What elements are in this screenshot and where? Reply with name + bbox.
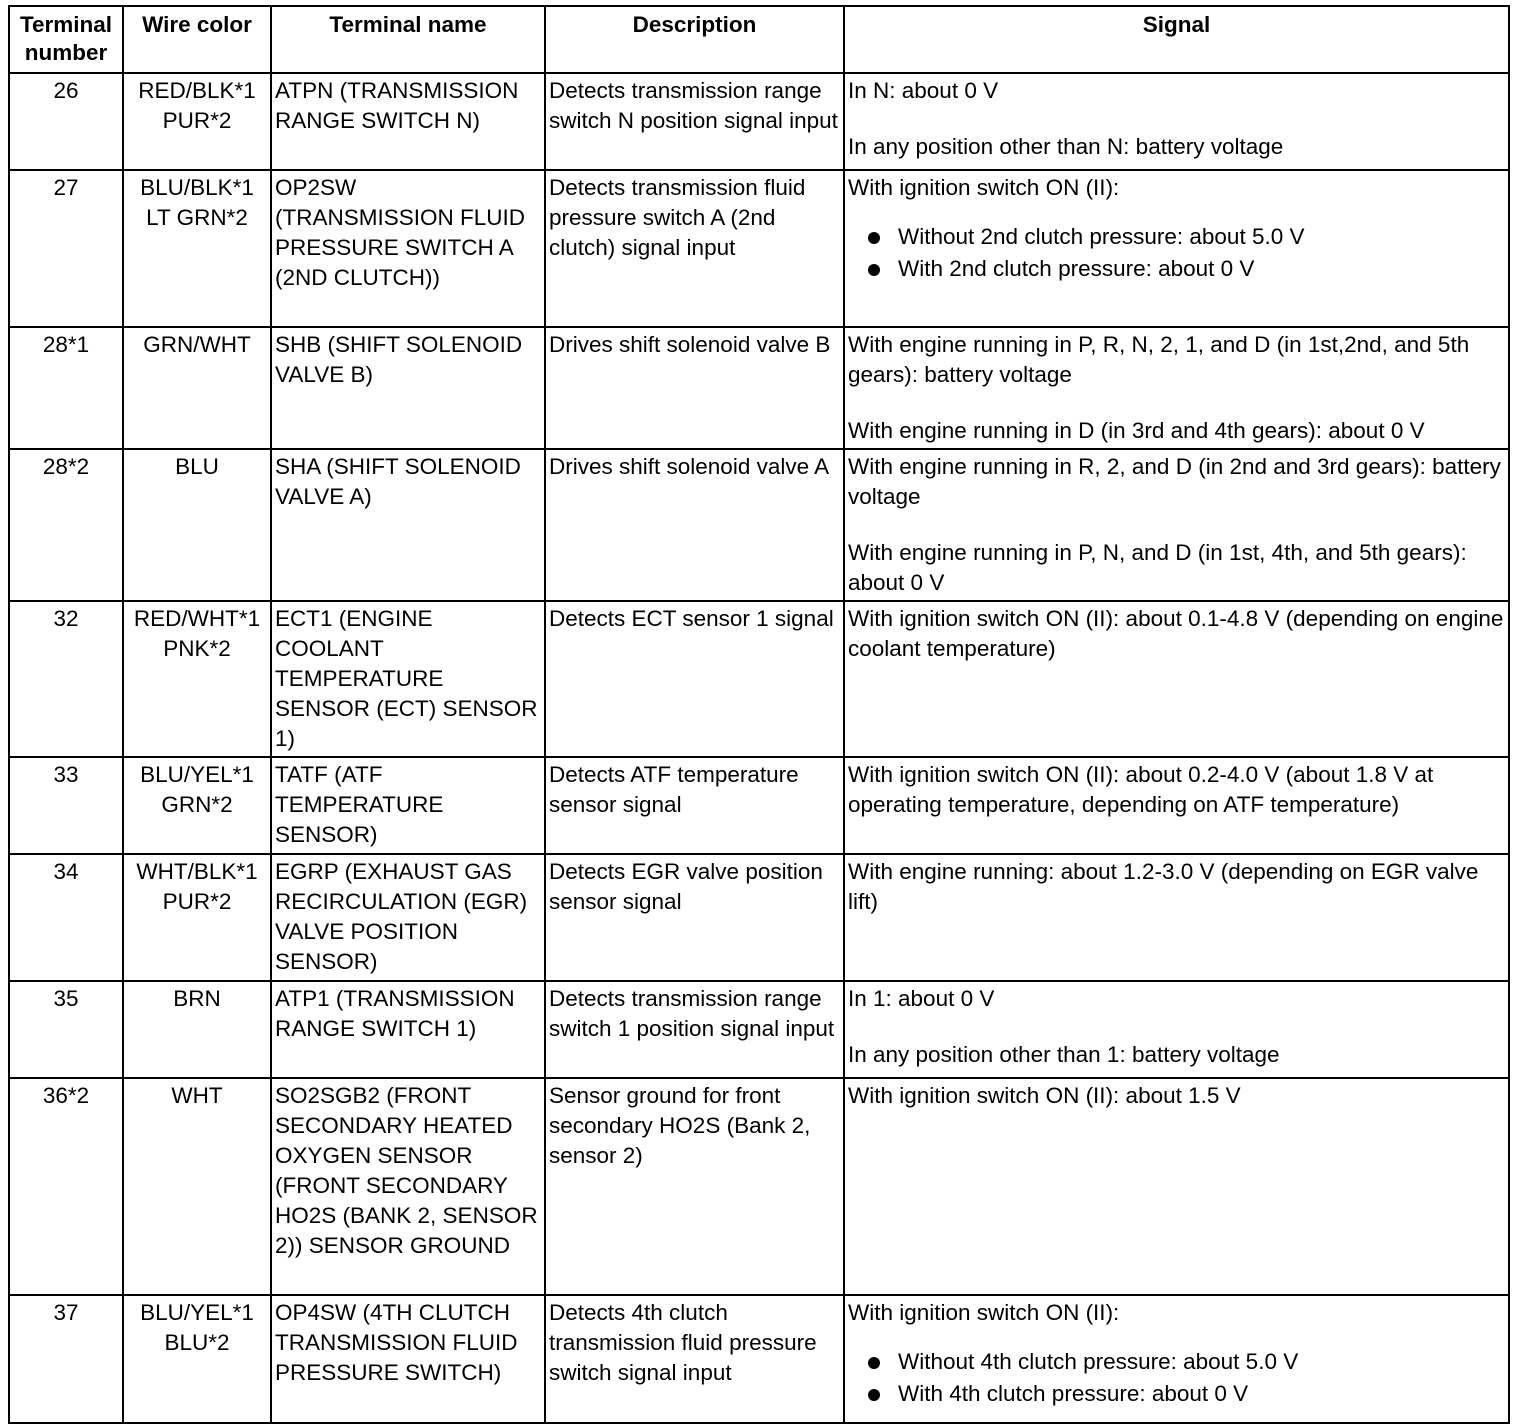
terminal-table (8, 5, 1510, 1424)
wire-color: BLU (123, 449, 271, 601)
list-item: Without 2nd clutch pressure: about 5.0 V (848, 221, 1505, 253)
terminal-name: EGRP (EXHAUST GAS RECIRCULATION (EGR) VALVE POSITION SENSOR) (271, 854, 545, 981)
description: Drives shift solenoid valve A (545, 449, 844, 601)
terminal-name: ATP1 (TRANSMISSION RANGE SWITCH 1) (271, 981, 545, 1078)
signal: With engine running in P, R, N, 2, 1, and D (in 1st,2nd, and 5th gears): battery voltage With engine running in D (in 3rd and 4th gears): about 0 V (844, 327, 1509, 449)
description: Detects ATF temperature sensor signal (545, 757, 844, 854)
signal: With ignition switch ON (II): Without 4th clutch pressure: about 5.0 V With 4th clutch pressure: about 0 V (844, 1295, 1509, 1423)
wire-color: GRN/WHT (123, 327, 271, 449)
table-row (9, 854, 1509, 981)
table-row (9, 981, 1509, 1078)
table-row (9, 601, 1509, 757)
signal: With ignition switch ON (II): Without 2nd clutch pressure: about 5.0 V With 2nd clutch pressure: about 0 V (844, 170, 1509, 327)
wire-color: BRN (123, 981, 271, 1078)
wire-color: RED/BLK*1 PUR*2 (123, 73, 271, 170)
terminal-name: SHB (SHIFT SOLENOID VALVE B) (271, 327, 545, 449)
signal: With ignition switch ON (II): about 1.5 V (844, 1078, 1509, 1295)
description: Sensor ground for front secondary HO2S (Bank 2, sensor 2) (545, 1078, 844, 1295)
wire-color: BLU/BLK*1 LT GRN*2 (123, 170, 271, 327)
wire-color: WHT/BLK*1 PUR*2 (123, 854, 271, 981)
description: Drives shift solenoid valve B (545, 327, 844, 449)
header-row (9, 6, 1509, 73)
wire-color: BLU/YEL*1 BLU*2 (123, 1295, 271, 1423)
signal: With ignition switch ON (II): about 0.2-4.0 V (about 1.8 V at operating temperature, depending on ATF temperature) (844, 757, 1509, 854)
list-item: With 4th clutch pressure: about 0 V (848, 1378, 1505, 1410)
terminal-number: 33 (9, 757, 123, 854)
terminal-number: 34 (9, 854, 123, 981)
terminal-number: 28*2 (9, 449, 123, 601)
terminal-number: 28*1 (9, 327, 123, 449)
terminal-number: 36*2 (9, 1078, 123, 1295)
terminal-name: ECT1 (ENGINE COOLANT TEMPERATURE SENSOR (ECT) SENSOR 1) (271, 601, 545, 757)
description: Detects transmission range switch 1 position signal input (545, 981, 844, 1078)
table-row (9, 449, 1509, 601)
terminal-name: OP4SW (4TH CLUTCH TRANSMISSION FLUID PRESSURE SWITCH) (271, 1295, 545, 1423)
table-row (9, 757, 1509, 854)
signal-bullet-list (848, 1346, 1505, 1410)
terminal-number: 27 (9, 170, 123, 327)
bullet-icon (868, 232, 880, 244)
signal: With engine running in R, 2, and D (in 2nd and 3rd gears): battery voltage With engine running in P, N, and D (in 1st, 4th, and 5th gears): about 0 V (844, 449, 1509, 601)
description: Detects transmission fluid pressure switch A (2nd clutch) signal input (545, 170, 844, 327)
description: Detects ECT sensor 1 signal (545, 601, 844, 757)
table-row (9, 327, 1509, 449)
table-row (9, 1295, 1509, 1423)
terminal-number: 32 (9, 601, 123, 757)
header-terminal-name: Terminal name (271, 6, 545, 73)
bullet-icon (868, 1389, 880, 1401)
terminal-number: 35 (9, 981, 123, 1078)
table-row (9, 73, 1509, 170)
header-wire-color: Wire color (123, 6, 271, 73)
wire-color: BLU/YEL*1 GRN*2 (123, 757, 271, 854)
signal: With ignition switch ON (II): about 0.1-4.8 V (depending on engine coolant temperature) (844, 601, 1509, 757)
description: Detects transmission range switch N position signal input (545, 73, 844, 170)
terminal-number: 26 (9, 73, 123, 170)
signal: With engine running: about 1.2-3.0 V (depending on EGR valve lift) (844, 854, 1509, 981)
list-item: Without 4th clutch pressure: about 5.0 V (848, 1346, 1505, 1378)
terminal-number: 37 (9, 1295, 123, 1423)
signal: In N: about 0 V In any position other than N: battery voltage (844, 73, 1509, 170)
bullet-icon (868, 264, 880, 276)
wire-color: WHT (123, 1078, 271, 1295)
list-item: With 2nd clutch pressure: about 0 V (848, 253, 1505, 285)
description: Detects 4th clutch transmission fluid pressure switch signal input (545, 1295, 844, 1423)
table-row (9, 1078, 1509, 1295)
terminal-name: TATF (ATF TEMPERATURE SENSOR) (271, 757, 545, 854)
table-row (9, 170, 1509, 327)
wire-color: RED/WHT*1 PNK*2 (123, 601, 271, 757)
signal: In 1: about 0 V In any position other than 1: battery voltage (844, 981, 1509, 1078)
description: Detects EGR valve position sensor signal (545, 854, 844, 981)
header-terminal-number: Terminal number (9, 6, 123, 73)
signal-bullet-list (848, 221, 1505, 285)
header-description: Description (545, 6, 844, 73)
terminal-name: OP2SW (TRANSMISSION FLUID PRESSURE SWITCH A (2ND CLUTCH)) (271, 170, 545, 327)
terminal-name: SO2SGB2 (FRONT SECONDARY HEATED OXYGEN SENSOR (FRONT SECONDARY HO2S (BANK 2, SENSOR 2)) SENSOR GROUND (271, 1078, 545, 1295)
header-signal: Signal (844, 6, 1509, 73)
terminal-name: SHA (SHIFT SOLENOID VALVE A) (271, 449, 545, 601)
terminal-name: ATPN (TRANSMISSION RANGE SWITCH N) (271, 73, 545, 170)
bullet-icon (868, 1357, 880, 1369)
